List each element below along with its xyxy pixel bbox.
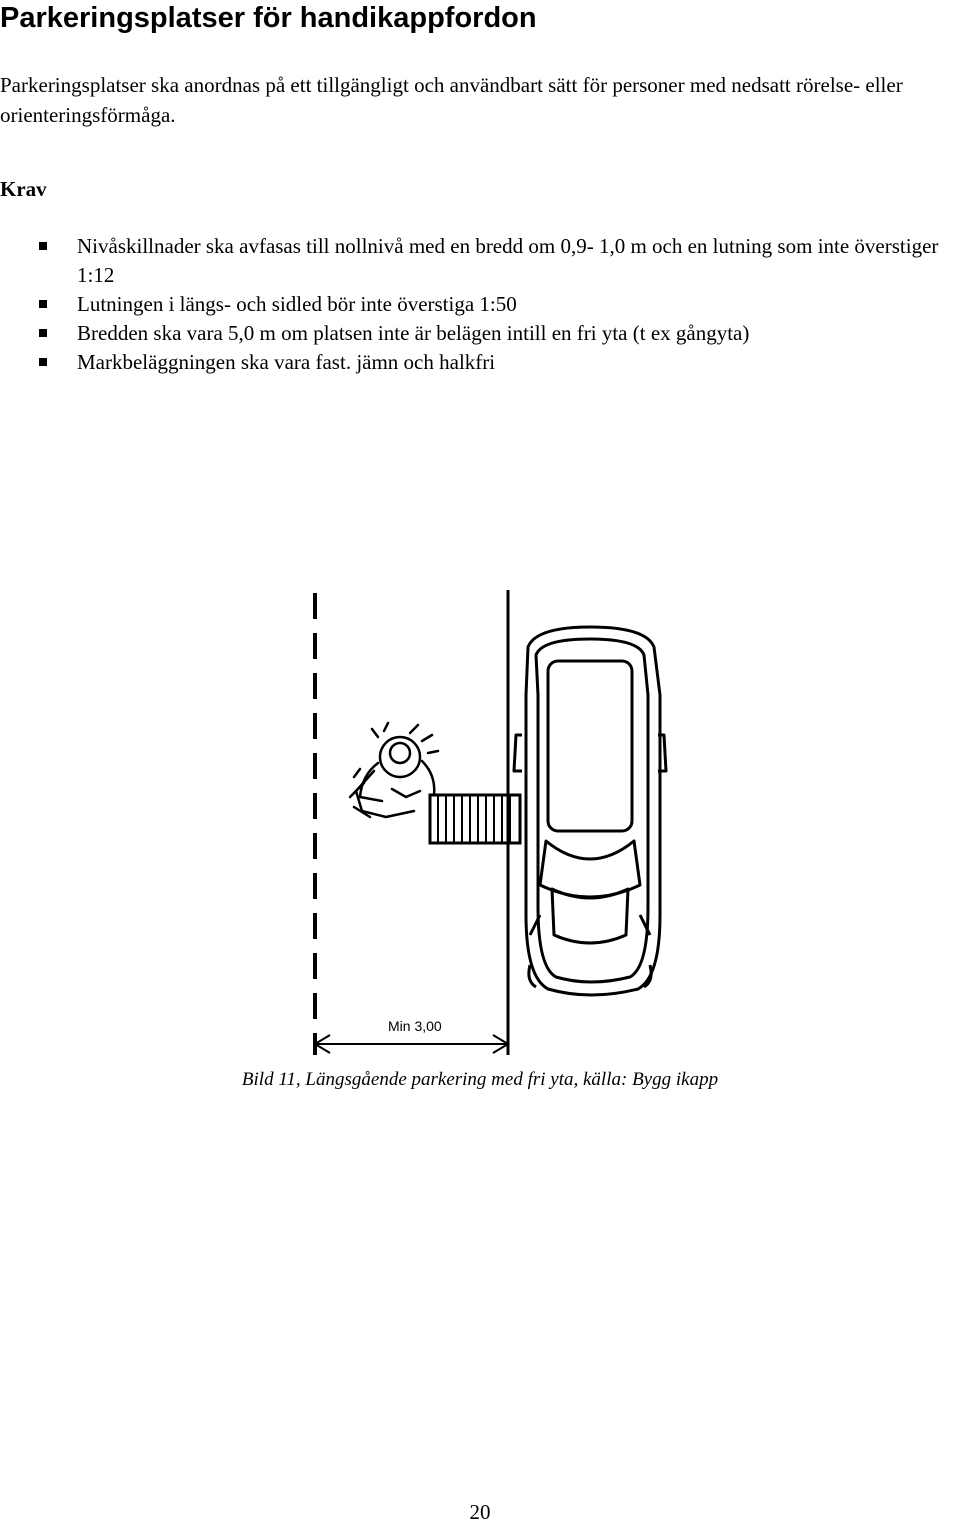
- square-bullet-icon: [39, 329, 47, 337]
- dimension-line: [315, 1035, 508, 1053]
- requirement-text: Nivåskillnader ska avfasas till nollnivå med en bredd om 0,9- 1,0 m och en lutning som inte överstiger 1:12: [77, 234, 939, 287]
- figure-caption: Bild 11, Längsgående parkering med fri yta, källa: Bygg ikapp: [241, 1069, 719, 1090]
- requirement-item: [0, 348, 960, 377]
- car-top-view-icon: [514, 627, 666, 995]
- requirement-text: Bredden ska vara 5,0 m om platsen inte är belägen intill en fri yta (t ex gångyta): [77, 321, 750, 345]
- page-title: Parkeringsplatser för handikappfordon: [0, 2, 537, 34]
- requirement-text: Lutningen i längs- och sidled bör inte överstiga 1:50: [77, 292, 517, 316]
- square-bullet-icon: [39, 300, 47, 308]
- page-number: 20: [469, 1500, 491, 1524]
- requirements-list: [0, 232, 960, 377]
- wheelchair-user-icon: [350, 723, 438, 817]
- requirement-item: [0, 232, 960, 290]
- parking-diagram-drawing: [290, 585, 670, 1065]
- requirement-item: [0, 290, 960, 319]
- square-bullet-icon: [39, 242, 47, 250]
- requirement-text: Markbeläggningen ska vara fast. jämn och halkfri: [77, 350, 496, 374]
- parking-diagram: [290, 585, 670, 1065]
- intro-paragraph: Parkeringsplatser ska anordnas på ett tillgängligt och användbart sätt för personer med nedsatt rörelse- eller orienteringsförmåga.: [0, 73, 903, 127]
- dimension-label: Min 3,00: [388, 1018, 442, 1034]
- requirement-item: [0, 319, 960, 348]
- section-heading-krav: Krav: [0, 177, 47, 201]
- square-bullet-icon: [39, 358, 47, 366]
